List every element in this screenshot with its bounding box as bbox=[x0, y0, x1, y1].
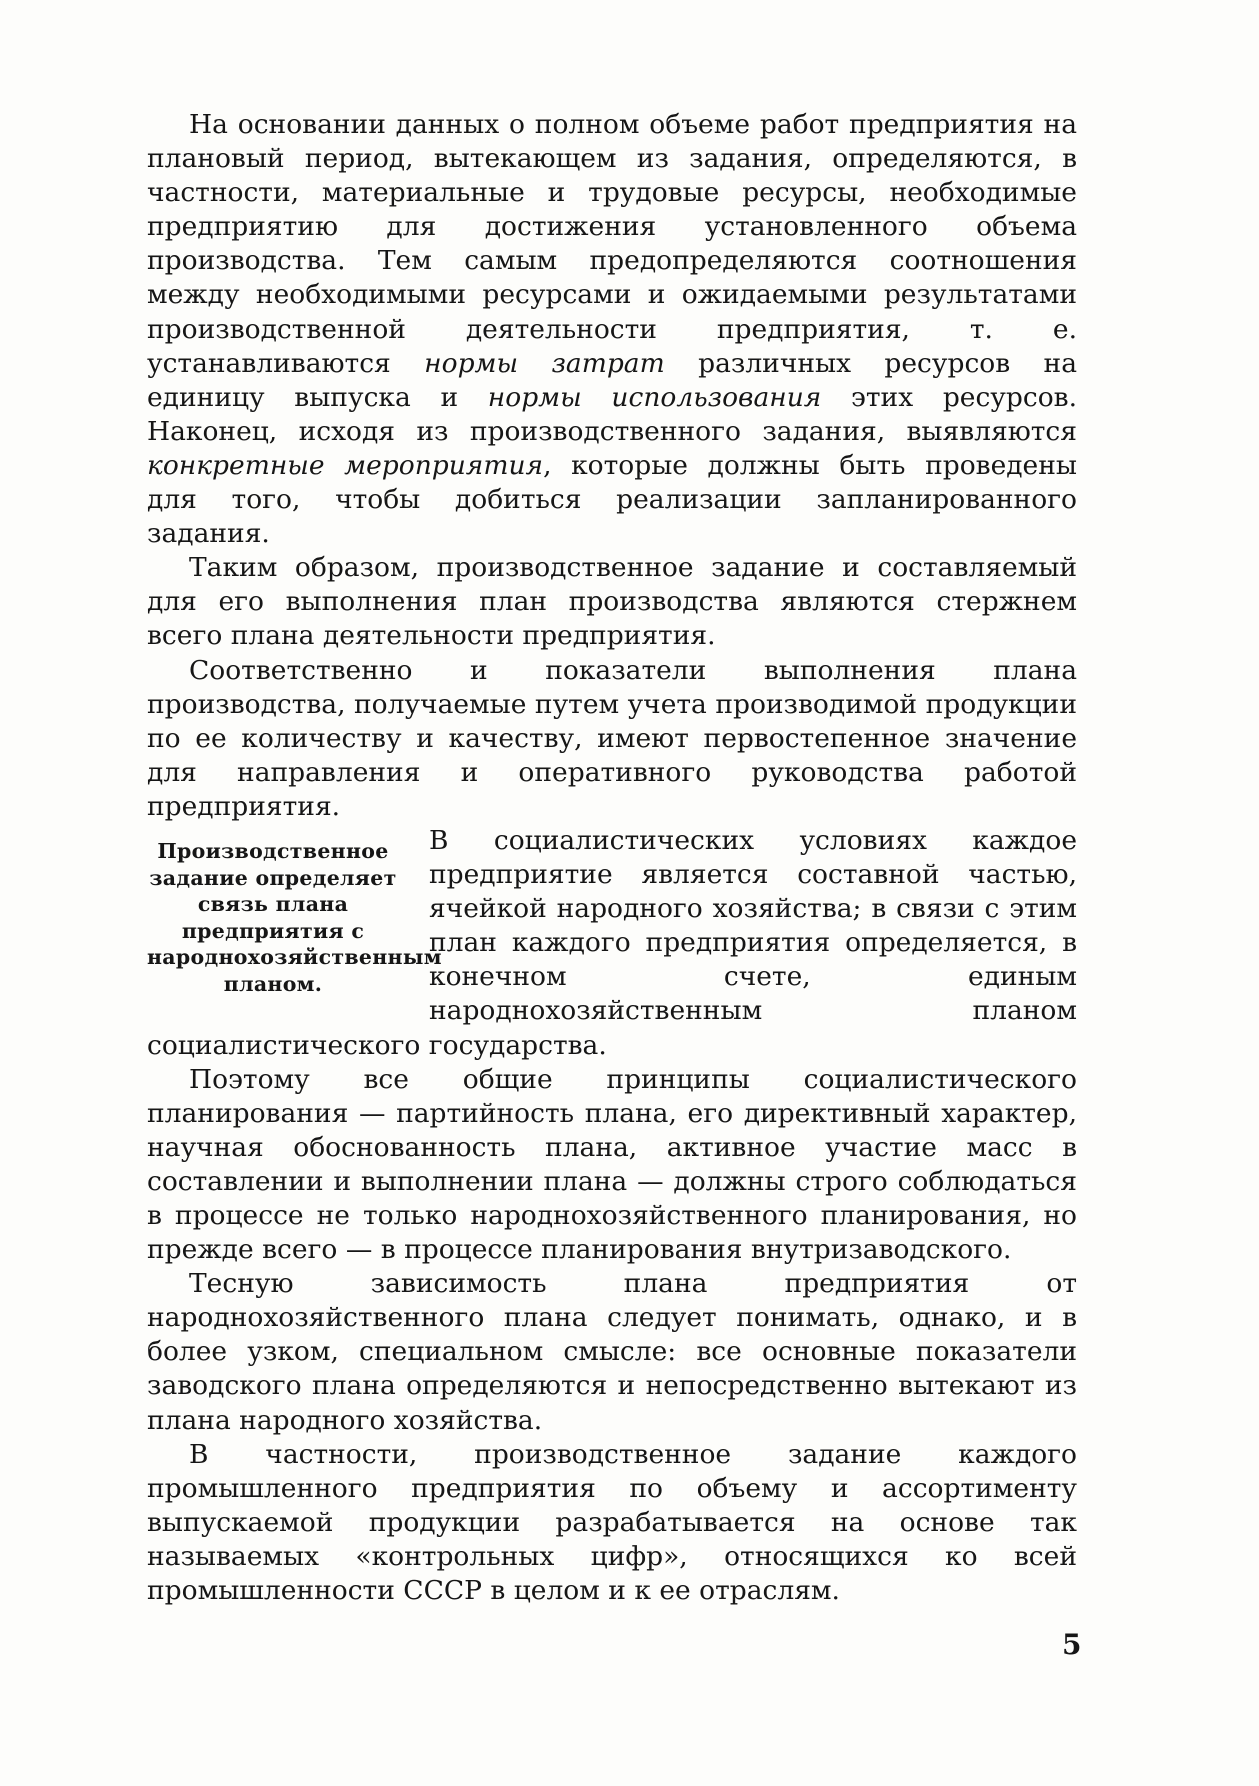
paragraph-3 bbox=[147, 654, 1077, 824]
text-run: различных ресурсов на единицу выпуска и bbox=[147, 347, 1077, 413]
text-run: Таким образом, производственное задание и составляемый для его выполнения план производства являются стержнем всего плана деятельности предприятия. bbox=[147, 552, 1077, 652]
text-run: этих ресурсов. Наконец, исходя из производственного задания, выявляются bbox=[147, 381, 1077, 447]
paragraph-1 bbox=[147, 108, 1077, 551]
margin-sidenote: Производственное задание определяет связь плана предприятия с народнохозяйственным планом. bbox=[147, 838, 442, 996]
text-run: Соответственно и показатели выполнения плана производства, получаемые путем учета производимой продукции по ее количеству и качеству, имеют первостепенное значение для направления и оперативного руководства работой предприятия. bbox=[147, 654, 1077, 822]
text-run: , которые должны быть проведены для того, чтобы добиться реализации запланированного задания. bbox=[147, 449, 1077, 550]
paragraph-2 bbox=[147, 551, 1077, 653]
text-run: На основании данных о полном объеме работ предприятия на плановый период, вытекающем из задания, определяются, в частности, материальные и трудовые ресурсы, необходимые предприятию для достижения установленного объема производства. Тем самым предопределяются соотношения между необходимыми ресурсами и ожидаемыми результатами производственной деятельности предприятия, т. е. устанавливаются bbox=[147, 109, 1077, 379]
paragraph-5: Поэтому все общие принципы социалистического планирования — партийность плана, его директивный характер, научная обоснованность плана, активное участие масс в составлении и выполнении плана — должны строго соблюдаться в процессе не только народнохозяйственного планирования, но прежде всего — в процессе планирования внутризаводского. bbox=[147, 1063, 1077, 1266]
body-text bbox=[147, 108, 1077, 1608]
italic-term: нормы затрат bbox=[424, 347, 665, 379]
paragraph-4: В социалистических условиях каждое предприятие является составной частью, ячейкой народного хозяйства; в связи с этим план каждого предприятия определяется, в конечном счете, единым народнохозяйственным планом социалистического государства. bbox=[147, 824, 1077, 1061]
paragraph-7: В частности, производственное задание каждого промышленного предприятия по объему и ассортименту выпускаемой продукции разрабатывается на основе так называемых «контрольных цифр», относящихся ко всей промышленности СССР в целом и к ее отраслям. bbox=[147, 1438, 1077, 1607]
page-number: 5 bbox=[1062, 1628, 1082, 1661]
paragraph-6: Тесную зависимость плана предприятия от народнохозяйственного плана следует понимать, однако, и в более узком, специальном смысле: все основные показатели заводского плана определяются и непосредственно вытекают из плана народного хозяйства. bbox=[147, 1268, 1077, 1436]
italic-term: конкретные мероприятия bbox=[147, 449, 544, 481]
italic-term: нормы использования bbox=[487, 381, 822, 413]
